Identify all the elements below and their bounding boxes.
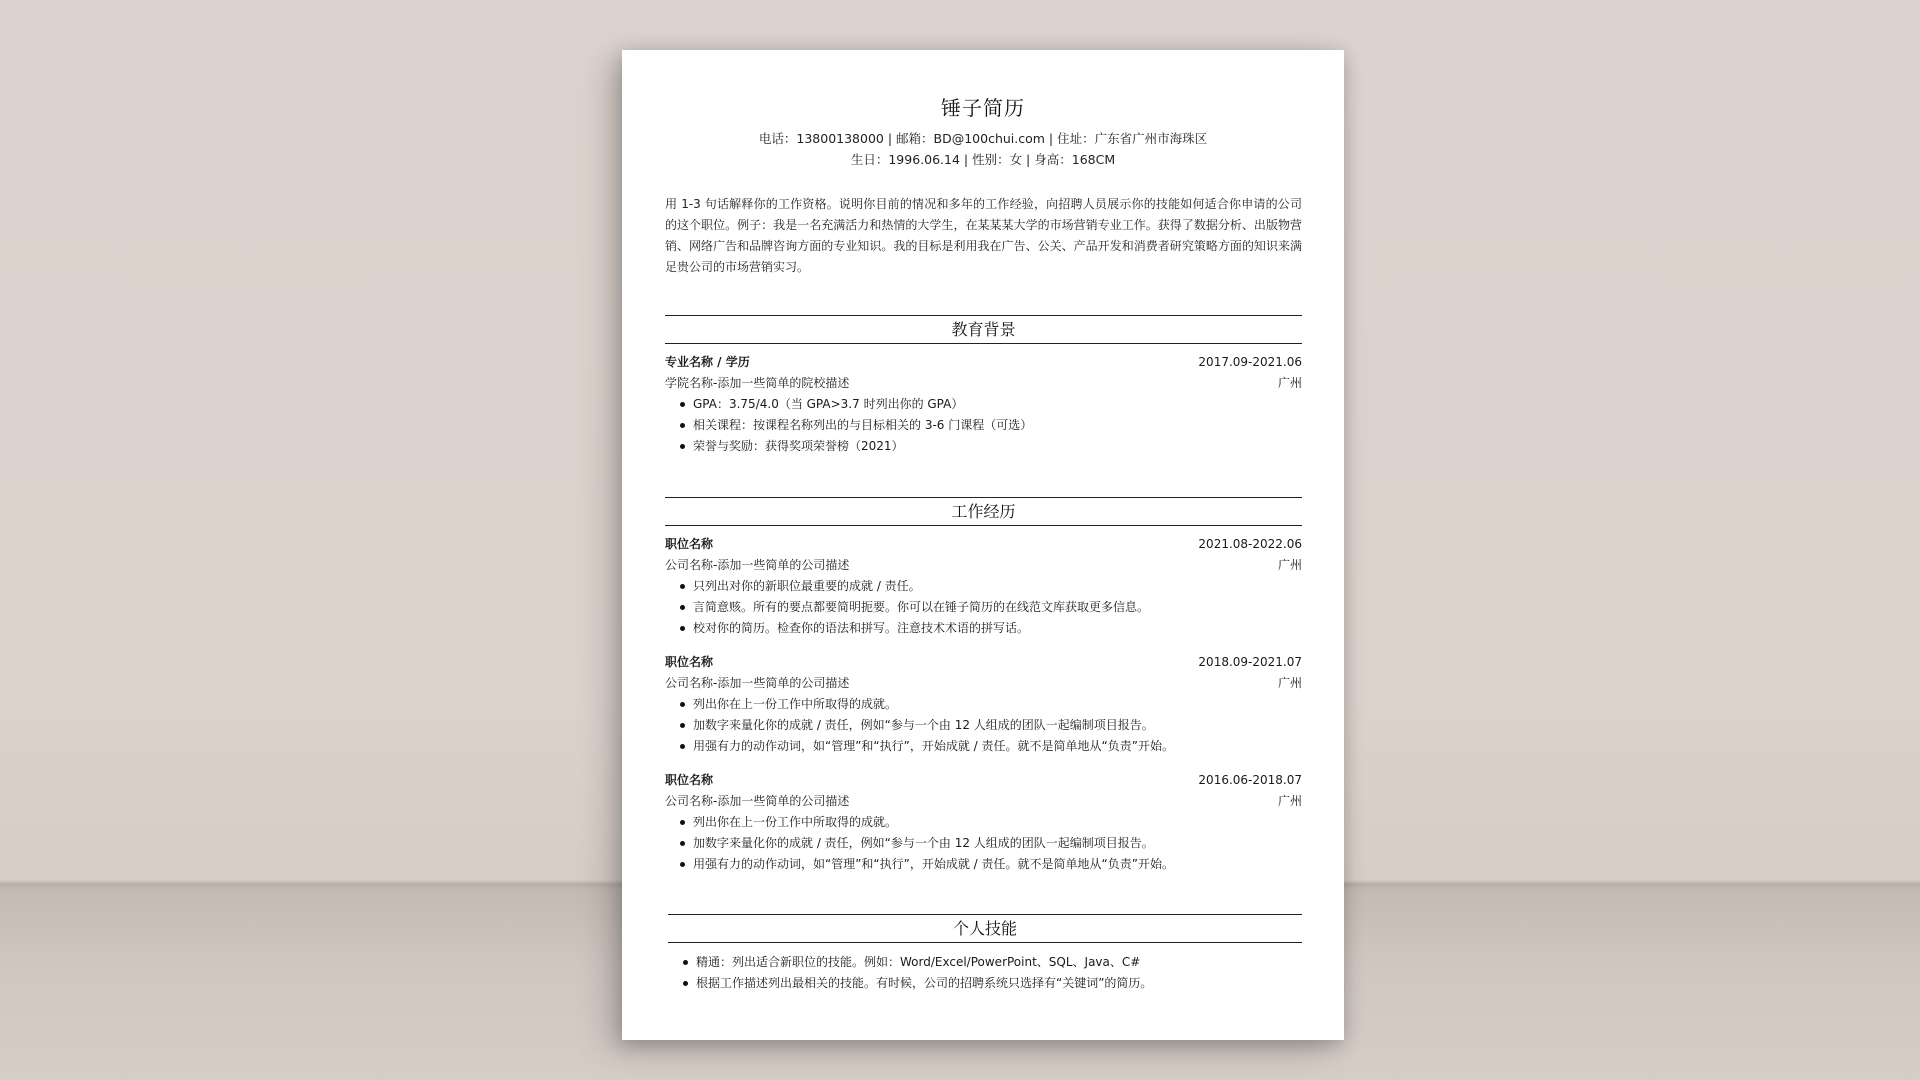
entry-location: 广州 — [1277, 558, 1302, 572]
list-item: 校对你的简历。检查你的语法和拼写。注意技术术语的拼写话。 — [693, 618, 1302, 639]
contact-line-2: 生日：1996.06.14 | 性别：女 | 身高：168CM — [850, 152, 1116, 167]
list-item: 相关课程：按课程名称列出的与目标相关的 3-6 门课程（可选） — [693, 415, 1302, 436]
summary-paragraph: 用 1-3 句话解释你的工作资格。说明你目前的情况和多年的工作经验，向招聘人员展示你的技能如何适合你申请的公司的这个职位。例子：我是一名充满活力和热情的大学生，在某某某大学的市场营销专业工作。获得了数据分析、出版物营销、网络广告和品牌咨询方面的专业知识。我的目标是利用我在广告、公关、产品开发和消费者研究策略方面的知识来满足贵公司的市场营销实习。 — [665, 197, 1302, 274]
list-item: 用强有力的动作动词，如“管理”和“执行”，开始成就 / 责任。就不是简单地从“负责”开始。 — [693, 736, 1302, 757]
entry-location: 广州 — [1277, 794, 1302, 808]
list-item: GPA：3.75/4.0（当 GPA>3.7 时列出你的 GPA） — [693, 394, 1302, 415]
list-item: 列出你在上一份工作中所取得的成就。 — [693, 812, 1302, 833]
skills-entry — [668, 952, 1302, 994]
resume-page — [622, 50, 1344, 1040]
work-entry-1 — [665, 534, 1302, 639]
list-item: 荣誉与奖励：获得奖项荣誉榜（2021） — [693, 436, 1302, 457]
entry-title: 职位名称 — [665, 537, 714, 551]
entry-location: 广州 — [1277, 376, 1302, 390]
education-entry — [665, 352, 1302, 457]
entry-sub-row — [665, 673, 1302, 694]
entry-location: 广州 — [1277, 676, 1302, 690]
list-item: 加数字来量化你的成就 / 责任，例如“参与一个由 12 人组成的团队一起编制项目报告。 — [693, 715, 1302, 736]
contact-line-1: 电话：13800138000 | 邮箱：BD@100chui.com | 住址：广东省广州市海珠区 — [758, 131, 1208, 146]
list-item: 用强有力的动作动词，如“管理”和“执行”，开始成就 / 责任。就不是简单地从“负责”开始。 — [693, 854, 1302, 875]
list-item: 精通：列出适合新职位的技能。例如：Word/Excel/PowerPoint、SQL、Java、C# — [696, 952, 1302, 973]
entry-header-row — [665, 770, 1302, 791]
entry-header-row — [665, 352, 1302, 373]
entry-company: 公司名称-添加一些简单的公司描述 — [665, 676, 850, 690]
entry-bullets — [665, 394, 1302, 457]
list-item: 列出你在上一份工作中所取得的成就。 — [693, 694, 1302, 715]
entry-title: 专业名称 / 学历 — [665, 355, 750, 369]
entry-dates: 2021.08-2022.06 — [1198, 537, 1302, 551]
entry-sub-row — [665, 555, 1302, 576]
section-heading-education: 教育背景 — [665, 315, 1302, 344]
work-entry-2 — [665, 652, 1302, 757]
section-heading-skills: 个人技能 — [668, 914, 1302, 943]
entry-bullets — [665, 576, 1302, 639]
entry-dates: 2018.09-2021.07 — [1198, 655, 1302, 669]
list-item: 只列出对你的新职位最重要的成就 / 责任。 — [693, 576, 1302, 597]
entry-company: 公司名称-添加一些简单的公司描述 — [665, 794, 850, 808]
entry-bullets — [665, 694, 1302, 757]
entry-header-row — [665, 534, 1302, 555]
list-item: 根据工作描述列出最相关的技能。有时候，公司的招聘系统只选择有“关键词”的简历。 — [696, 973, 1302, 994]
entry-title: 职位名称 — [665, 773, 714, 787]
list-item: 言简意赅。所有的要点都要简明扼要。你可以在锤子简历的在线范文库获取更多信息。 — [693, 597, 1302, 618]
entry-title: 职位名称 — [665, 655, 714, 669]
entry-bullets — [665, 812, 1302, 875]
entry-sub-row — [665, 373, 1302, 394]
entry-dates: 2016.06-2018.07 — [1198, 773, 1302, 787]
entry-header-row — [665, 652, 1302, 673]
entry-sub-row — [665, 791, 1302, 812]
work-entry-3 — [665, 770, 1302, 875]
entry-school: 学院名称-添加一些简单的院校描述 — [665, 376, 850, 390]
entry-company: 公司名称-添加一些简单的公司描述 — [665, 558, 850, 572]
list-item: 加数字来量化你的成就 / 责任，例如“参与一个由 12 人组成的团队一起编制项目报告。 — [693, 833, 1302, 854]
resume-title: 锤子简历 — [941, 96, 1025, 120]
section-heading-work: 工作经历 — [665, 497, 1302, 526]
entry-dates: 2017.09-2021.06 — [1198, 355, 1302, 369]
skills-bullets — [668, 952, 1302, 994]
